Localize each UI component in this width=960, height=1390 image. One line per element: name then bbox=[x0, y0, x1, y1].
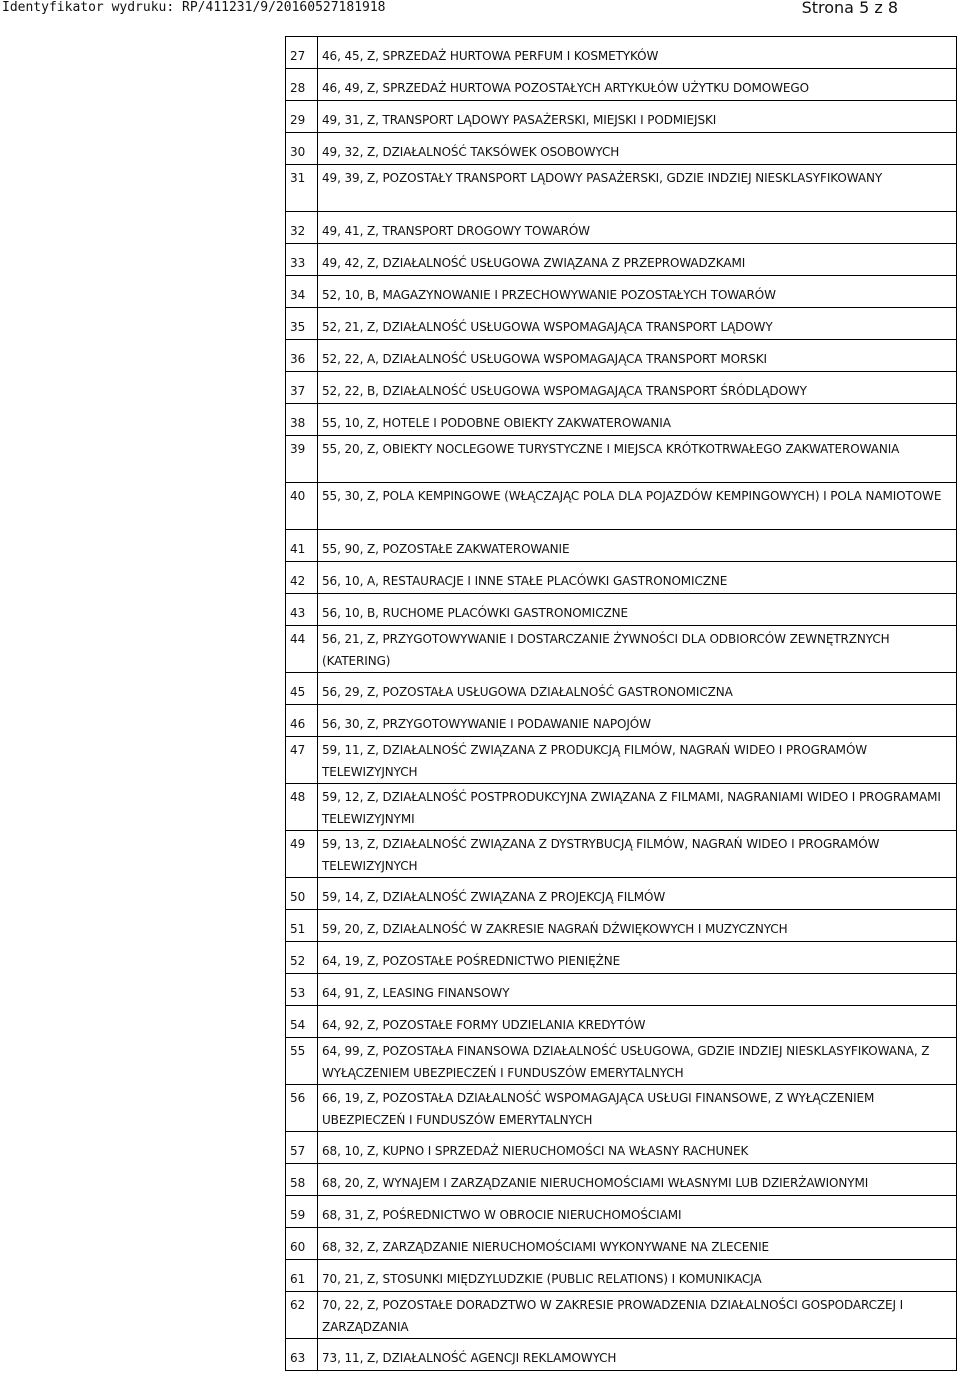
activity-description: 56, 29, Z, POZOSTAŁA USŁUGOWA DZIAŁALNOŚĆ GASTRONOMICZNA bbox=[318, 673, 957, 705]
activity-description: 55, 30, Z, POLA KEMPINGOWE (WŁĄCZAJĄC POLA DLA POJAZDÓW KEMPINGOWYCH) I POLA NAMIOTOWE bbox=[318, 483, 957, 530]
row-number: 58 bbox=[286, 1164, 318, 1196]
row-number: 46 bbox=[286, 705, 318, 737]
activity-description: 59, 11, Z, DZIAŁALNOŚĆ ZWIĄZANA Z PRODUKCJĄ FILMÓW, NAGRAŃ WIDEO I PROGRAMÓW TELEWIZYJNYCH bbox=[318, 737, 957, 784]
row-number: 27 bbox=[286, 37, 318, 69]
activity-description: 49, 32, Z, DZIAŁALNOŚĆ TAKSÓWEK OSOBOWYCH bbox=[318, 133, 957, 165]
table-row bbox=[286, 133, 957, 165]
activity-description: 66, 19, Z, POZOSTAŁA DZIAŁALNOŚĆ WSPOMAGAJĄCA USŁUGI FINANSOWE, Z WYŁĄCZENIEM UBEZPIECZEŃ I FUNDUSZÓW EMERYTALNYCH bbox=[318, 1085, 957, 1132]
activity-description: 49, 31, Z, TRANSPORT LĄDOWY PASAŻERSKI, MIEJSKI I PODMIEJSKI bbox=[318, 101, 957, 133]
activity-description: 59, 14, Z, DZIAŁALNOŚĆ ZWIĄZANA Z PROJEKCJĄ FILMÓW bbox=[318, 878, 957, 910]
activity-description: 64, 99, Z, POZOSTAŁA FINANSOWA DZIAŁALNOŚĆ USŁUGOWA, GDZIE INDZIEJ NIESKLASYFIKOWANA, Z WYŁĄCZENIEM UBEZPIECZEŃ I FUNDUSZÓW EMERYTALNYCH bbox=[318, 1038, 957, 1085]
activity-description: 68, 20, Z, WYNAJEM I ZARZĄDZANIE NIERUCHOMOŚCIAMI WŁASNYMI LUB DZIERŻAWIONYMI bbox=[318, 1164, 957, 1196]
activity-description: 46, 49, Z, SPRZEDAŻ HURTOWA POZOSTAŁYCH ARTYKUŁÓW UŻYTKU DOMOWEGO bbox=[318, 69, 957, 101]
activity-description: 55, 90, Z, POZOSTAŁE ZAKWATEROWANIE bbox=[318, 530, 957, 562]
table-row bbox=[286, 165, 957, 212]
activity-description: 49, 39, Z, POZOSTAŁY TRANSPORT LĄDOWY PASAŻERSKI, GDZIE INDZIEJ NIESKLASYFIKOWANY bbox=[318, 165, 957, 212]
row-number: 57 bbox=[286, 1132, 318, 1164]
row-number: 48 bbox=[286, 784, 318, 831]
table-row bbox=[286, 1196, 957, 1228]
activity-description: 64, 92, Z, POZOSTAŁE FORMY UDZIELANIA KREDYTÓW bbox=[318, 1006, 957, 1038]
row-number: 56 bbox=[286, 1085, 318, 1132]
row-number: 62 bbox=[286, 1292, 318, 1339]
row-number: 54 bbox=[286, 1006, 318, 1038]
table-row bbox=[286, 340, 957, 372]
row-number: 61 bbox=[286, 1260, 318, 1292]
table-row bbox=[286, 1164, 957, 1196]
table-row bbox=[286, 1292, 957, 1339]
row-number: 42 bbox=[286, 562, 318, 594]
table-row bbox=[286, 942, 957, 974]
row-number: 59 bbox=[286, 1196, 318, 1228]
table-row bbox=[286, 372, 957, 404]
row-number: 45 bbox=[286, 673, 318, 705]
activity-description: 52, 22, A, DZIAŁALNOŚĆ USŁUGOWA WSPOMAGAJĄCA TRANSPORT MORSKI bbox=[318, 340, 957, 372]
activity-description: 59, 20, Z, DZIAŁALNOŚĆ W ZAKRESIE NAGRAŃ DŹWIĘKOWYCH I MUZYCZNYCH bbox=[318, 910, 957, 942]
table-row bbox=[286, 831, 957, 878]
row-number: 41 bbox=[286, 530, 318, 562]
table-row bbox=[286, 530, 957, 562]
table-body bbox=[286, 37, 957, 1371]
activity-description: 52, 22, B, DZIAŁALNOŚĆ USŁUGOWA WSPOMAGAJĄCA TRANSPORT ŚRÓDLĄDOWY bbox=[318, 372, 957, 404]
activity-description: 55, 20, Z, OBIEKTY NOCLEGOWE TURYSTYCZNE I MIEJSCA KRÓTKOTRWAŁEGO ZAKWATEROWANIA bbox=[318, 436, 957, 483]
activity-description: 49, 41, Z, TRANSPORT DROGOWY TOWARÓW bbox=[318, 212, 957, 244]
activity-description: 59, 12, Z, DZIAŁALNOŚĆ POSTPRODUKCYJNA ZWIĄZANA Z FILMAMI, NAGRANIAMI WIDEO I PROGRAMAMI TELEWIZYJNYMI bbox=[318, 784, 957, 831]
row-number: 60 bbox=[286, 1228, 318, 1260]
activity-description: 52, 21, Z, DZIAŁALNOŚĆ USŁUGOWA WSPOMAGAJĄCA TRANSPORT LĄDOWY bbox=[318, 308, 957, 340]
row-number: 44 bbox=[286, 626, 318, 673]
row-number: 30 bbox=[286, 133, 318, 165]
row-number: 49 bbox=[286, 831, 318, 878]
table-row bbox=[286, 673, 957, 705]
row-number: 37 bbox=[286, 372, 318, 404]
row-number: 34 bbox=[286, 276, 318, 308]
row-number: 28 bbox=[286, 69, 318, 101]
row-number: 33 bbox=[286, 244, 318, 276]
row-number: 32 bbox=[286, 212, 318, 244]
pkd-activity-table bbox=[285, 36, 957, 1371]
activity-description: 56, 10, B, RUCHOME PLACÓWKI GASTRONOMICZNE bbox=[318, 594, 957, 626]
table-row bbox=[286, 784, 957, 831]
activity-description: 68, 10, Z, KUPNO I SPRZEDAŻ NIERUCHOMOŚCI NA WŁASNY RACHUNEK bbox=[318, 1132, 957, 1164]
activity-description: 56, 10, A, RESTAURACJE I INNE STAŁE PLACÓWKI GASTRONOMICZNE bbox=[318, 562, 957, 594]
table-row bbox=[286, 1085, 957, 1132]
table-row bbox=[286, 974, 957, 1006]
activity-description: 46, 45, Z, SPRZEDAŻ HURTOWA PERFUM I KOSMETYKÓW bbox=[318, 37, 957, 69]
table-row bbox=[286, 212, 957, 244]
table-row bbox=[286, 1038, 957, 1085]
table-row bbox=[286, 626, 957, 673]
table-row bbox=[286, 1228, 957, 1260]
activity-description: 56, 21, Z, PRZYGOTOWYWANIE I DOSTARCZANIE ŻYWNOŚCI DLA ODBIORCÓW ZEWNĘTRZNYCH (KATERING) bbox=[318, 626, 957, 673]
activity-description: 68, 32, Z, ZARZĄDZANIE NIERUCHOMOŚCIAMI WYKONYWANE NA ZLECENIE bbox=[318, 1228, 957, 1260]
print-identifier: Identyfikator wydruku: RP/411231/9/20160527181918 bbox=[2, 0, 386, 15]
activity-description: 49, 42, Z, DZIAŁALNOŚĆ USŁUGOWA ZWIĄZANA Z PRZEPROWADZKAMI bbox=[318, 244, 957, 276]
activity-description: 70, 21, Z, STOSUNKI MIĘDZYLUDZKIE (PUBLIC RELATIONS) I KOMUNIKACJA bbox=[318, 1260, 957, 1292]
page-number: Strona 5 z 8 bbox=[801, 0, 898, 17]
row-number: 47 bbox=[286, 737, 318, 784]
activity-description: 52, 10, B, MAGAZYNOWANIE I PRZECHOWYWANIE POZOSTAŁYCH TOWARÓW bbox=[318, 276, 957, 308]
table-row bbox=[286, 37, 957, 69]
table-row bbox=[286, 562, 957, 594]
table-row bbox=[286, 705, 957, 737]
activity-description: 70, 22, Z, POZOSTAŁE DORADZTWO W ZAKRESIE PROWADZENIA DZIAŁALNOŚCI GOSPODARCZEJ I ZARZĄDZANIA bbox=[318, 1292, 957, 1339]
row-number: 63 bbox=[286, 1339, 318, 1371]
table-row bbox=[286, 101, 957, 133]
row-number: 29 bbox=[286, 101, 318, 133]
table-row bbox=[286, 1339, 957, 1371]
row-number: 38 bbox=[286, 404, 318, 436]
row-number: 51 bbox=[286, 910, 318, 942]
table-row bbox=[286, 878, 957, 910]
table-row bbox=[286, 436, 957, 483]
activity-description: 59, 13, Z, DZIAŁALNOŚĆ ZWIĄZANA Z DYSTRYBUCJĄ FILMÓW, NAGRAŃ WIDEO I PROGRAMÓW TELEWIZYJNYCH bbox=[318, 831, 957, 878]
row-number: 39 bbox=[286, 436, 318, 483]
table-row bbox=[286, 737, 957, 784]
row-number: 50 bbox=[286, 878, 318, 910]
activity-description: 55, 10, Z, HOTELE I PODOBNE OBIEKTY ZAKWATEROWANIA bbox=[318, 404, 957, 436]
row-number: 31 bbox=[286, 165, 318, 212]
activity-description: 68, 31, Z, POŚREDNICTWO W OBROCIE NIERUCHOMOŚCIAMI bbox=[318, 1196, 957, 1228]
table-row bbox=[286, 308, 957, 340]
table-row bbox=[286, 244, 957, 276]
activity-description: 73, 11, Z, DZIAŁALNOŚĆ AGENCJI REKLAMOWYCH bbox=[318, 1339, 957, 1371]
row-number: 53 bbox=[286, 974, 318, 1006]
table-row bbox=[286, 69, 957, 101]
activity-description: 64, 91, Z, LEASING FINANSOWY bbox=[318, 974, 957, 1006]
row-number: 52 bbox=[286, 942, 318, 974]
table-row bbox=[286, 404, 957, 436]
table-row bbox=[286, 483, 957, 530]
table-row bbox=[286, 1132, 957, 1164]
row-number: 36 bbox=[286, 340, 318, 372]
page-header bbox=[0, 0, 960, 20]
activity-description: 56, 30, Z, PRZYGOTOWYWANIE I PODAWANIE NAPOJÓW bbox=[318, 705, 957, 737]
table-row bbox=[286, 910, 957, 942]
table-row bbox=[286, 594, 957, 626]
table-row bbox=[286, 276, 957, 308]
table-row bbox=[286, 1006, 957, 1038]
activity-description: 64, 19, Z, POZOSTAŁE POŚREDNICTWO PIENIĘŻNE bbox=[318, 942, 957, 974]
row-number: 35 bbox=[286, 308, 318, 340]
row-number: 43 bbox=[286, 594, 318, 626]
row-number: 55 bbox=[286, 1038, 318, 1085]
row-number: 40 bbox=[286, 483, 318, 530]
table-row bbox=[286, 1260, 957, 1292]
